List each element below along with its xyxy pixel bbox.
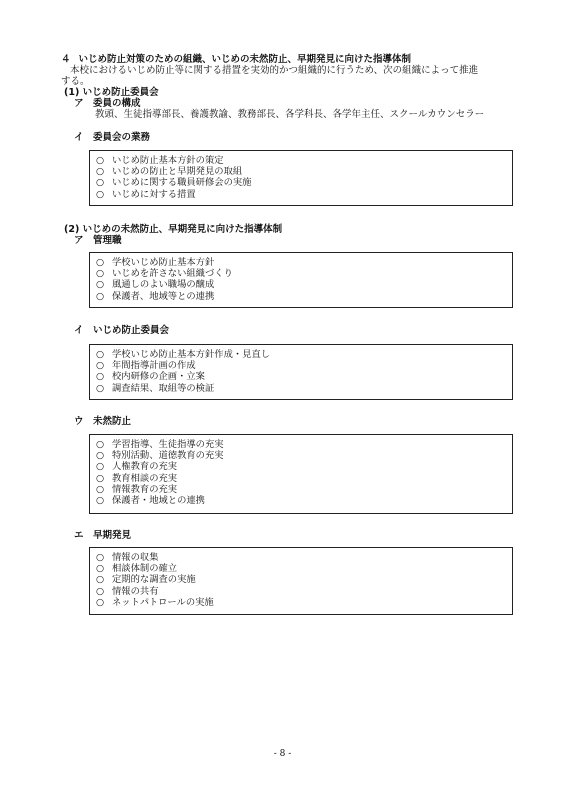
list-item [96,574,512,585]
circle-bullet-icon: ○ [96,360,105,372]
circle-bullet-icon: ○ [96,483,105,495]
list-item-label: 保護者、地域等との連携 [112,290,215,302]
list-item [96,552,512,563]
list-item-label: 保護者・地域との連携 [112,495,205,507]
list-item-label: いじめを許さない組織づくり [112,268,233,280]
sub1-a-heading: ア 委員の構成 [74,98,141,109]
list-item [96,155,512,166]
list-item [96,383,512,394]
list-item-label: いじめ防止基本方針の策定 [112,155,224,166]
circle-bullet-icon: ○ [96,349,105,360]
list-item-label: いじめに対する措置 [112,188,196,200]
list-item-label: 教育相談の充実 [112,472,178,484]
list-item [96,257,512,268]
circle-bullet-icon: ○ [96,552,105,563]
circle-bullet-icon: ○ [96,166,105,178]
list-item-label: 人権教育の充実 [112,461,178,473]
subsection-2-heading: (2) いじめの未然防止、早期発見に向けた指導体制 [64,224,283,235]
list-item [96,371,512,382]
circle-bullet-icon: ○ [96,257,105,268]
list-item-label: 特別活動、道徳教育の充実 [112,450,224,462]
list-item-label: いじめに関する職員研修会の実施 [112,177,252,189]
circle-bullet-icon: ○ [96,268,105,280]
prevention-committee-box [89,344,513,400]
list-item-label: 情報教育の充実 [112,483,178,495]
section-number: ４ [61,54,71,65]
prevention-box [89,434,513,514]
circle-bullet-icon: ○ [96,585,105,597]
list-item [96,279,512,290]
circle-bullet-icon: ○ [96,371,105,383]
circle-bullet-icon: ○ [96,563,105,575]
committee-members-text: 教頭、生徒指導部長、養護教諭、教務部長、各学科長、各学年主任、スクールカウンセラー [95,109,485,120]
circle-bullet-icon: ○ [96,382,105,394]
list-item [96,166,512,177]
list-item [96,349,512,360]
list-item [96,291,512,302]
list-item-label: 情報の共有 [112,585,159,597]
circle-bullet-icon: ○ [96,290,105,302]
list-item [96,177,512,188]
circle-bullet-icon: ○ [96,450,105,462]
list-item-label: 定期的な調査の実施 [112,574,196,586]
list-item-label: ネットパトロールの実施 [112,596,214,608]
list-item-label: 情報の収集 [112,552,159,563]
list-item-label: 校内研修の企画・立案 [112,371,205,383]
circle-bullet-icon: ○ [96,155,105,166]
list-item-label: 調査結果、取組等の検証 [112,382,215,394]
list-item [96,484,512,495]
list-item [96,597,512,608]
list-item-label: いじめの防止と早期発見の取組 [112,166,243,178]
circle-bullet-icon: ○ [96,596,105,608]
list-item-label: 学校いじめ防止基本方針 [112,257,215,268]
list-item-label: 風通しのよい職場の醸成 [112,279,215,291]
list-item [96,586,512,597]
list-item [96,473,512,484]
list-item-label: 学校いじめ防止基本方針作成・見直し [112,349,271,360]
circle-bullet-icon: ○ [96,177,105,189]
circle-bullet-icon: ○ [96,188,105,200]
intro-line-2: する。 [61,76,90,87]
circle-bullet-icon: ○ [96,279,105,291]
circle-bullet-icon: ○ [96,472,105,484]
list-item [96,450,512,461]
circle-bullet-icon: ○ [96,495,105,507]
circle-bullet-icon: ○ [96,461,105,473]
early-detection-box [89,547,513,615]
sub2-c-heading: ウ 未然防止 [74,416,132,427]
sub1-b-heading: イ 委員会の業務 [74,132,151,143]
committee-duties-box [89,150,513,206]
subsection-1-heading: (1) いじめ防止委員会 [64,87,159,98]
list-item [96,360,512,371]
sub2-a-heading: ア 管理職 [74,235,122,246]
page-number: - 8 - [273,749,292,759]
list-item-label: 学習指導、生徒指導の充実 [112,439,224,450]
management-box [89,252,513,308]
list-item-label: 相談体制の確立 [112,563,178,575]
list-item [96,268,512,279]
list-item [96,495,512,506]
list-item [96,439,512,450]
list-item [96,189,512,200]
sub2-b-heading: イ いじめ防止委員会 [74,325,170,336]
circle-bullet-icon: ○ [96,574,105,586]
intro-line-1: 本校におけるいじめ防止等に関する措置を実効的かつ組織的に行うため、次の組織によって推進 [70,65,479,76]
sub2-d-heading: エ 早期発見 [74,530,132,541]
circle-bullet-icon: ○ [96,439,105,450]
section-title: いじめ防止対策のための組織、いじめの未然防止、早期発見に向けた指導体制 [78,54,412,65]
list-item [96,563,512,574]
list-item [96,461,512,472]
list-item-label: 年間指導計画の作成 [112,360,196,372]
